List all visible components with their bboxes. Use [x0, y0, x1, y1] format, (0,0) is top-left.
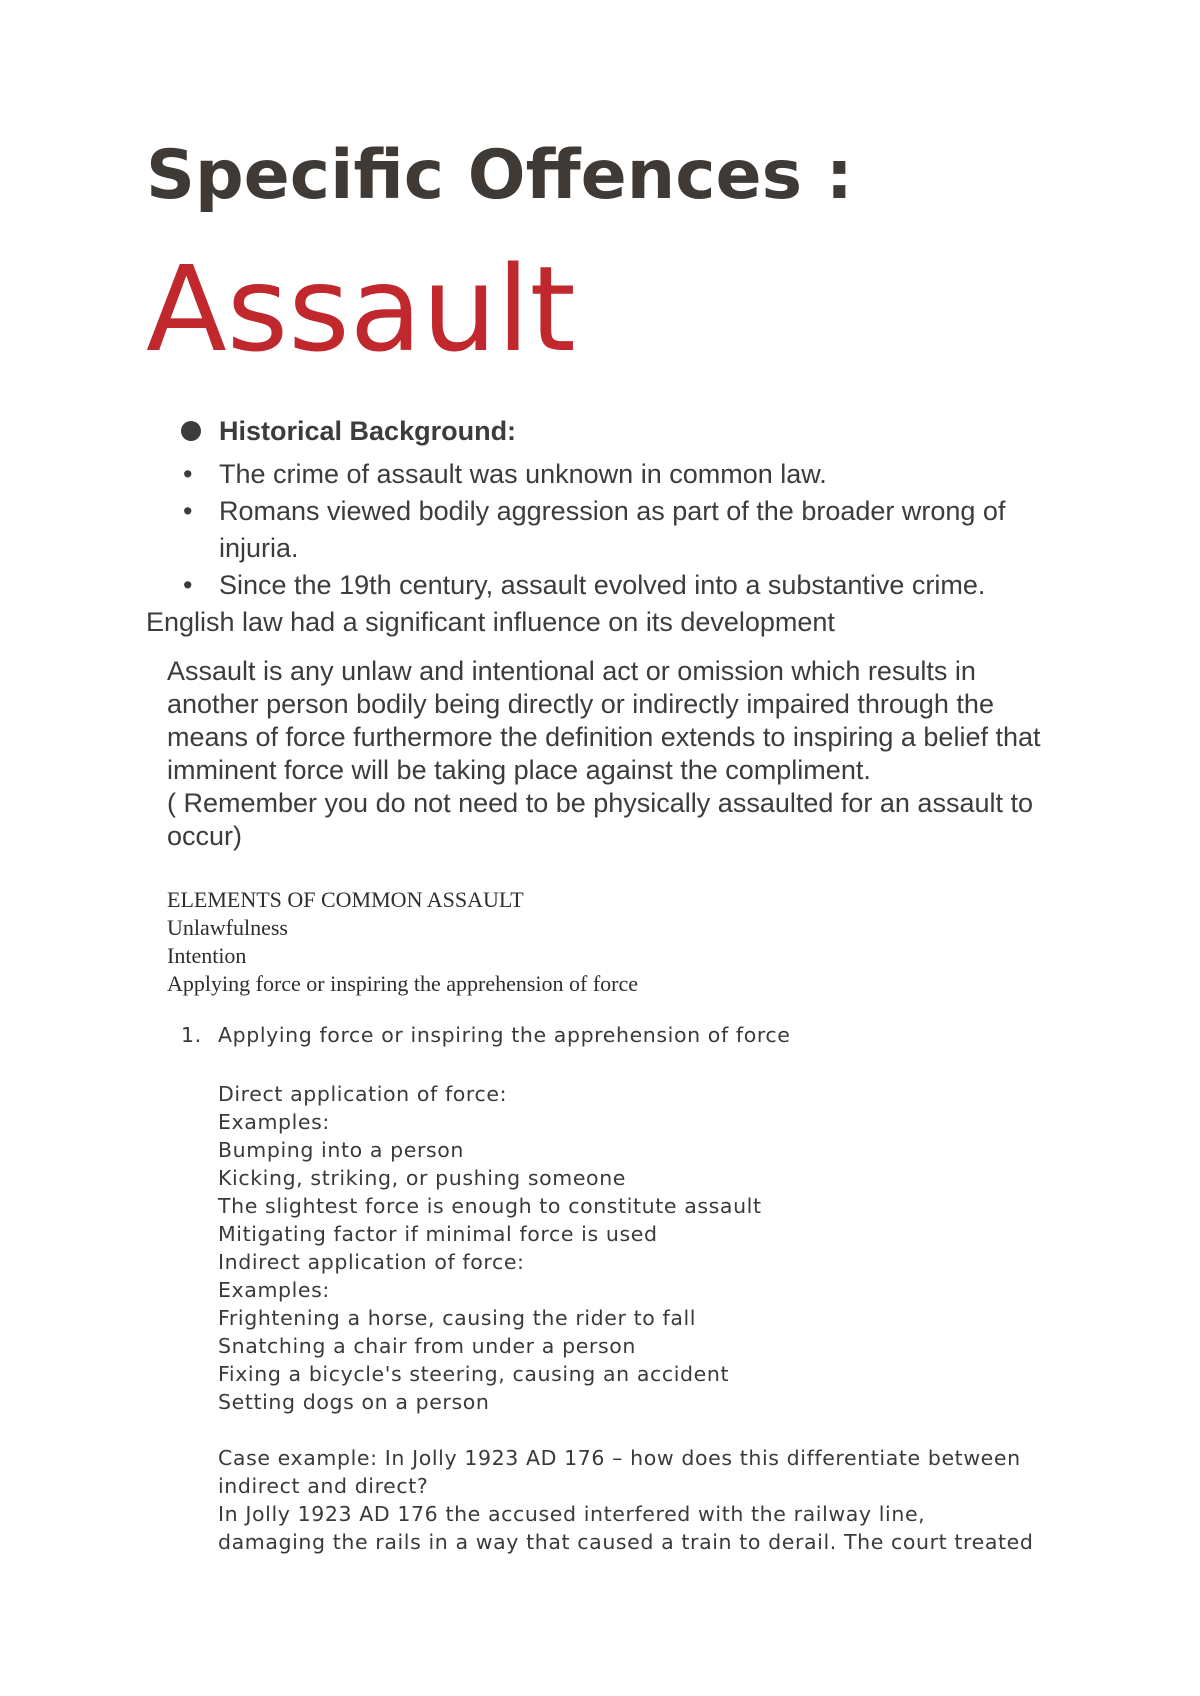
elements-section	[167, 886, 638, 998]
assault-definition	[167, 655, 1067, 853]
list-item	[183, 456, 1083, 493]
case-line: In Jolly 1923 AD 176 the accused interfered with the railway line,	[218, 1502, 926, 1526]
list-item	[183, 567, 1083, 604]
element-item: Applying force or inspiring the apprehension of force	[167, 971, 639, 996]
page-subtitle: Assault	[146, 240, 576, 378]
force-line: Examples:	[218, 1110, 330, 1134]
bullet-icon: •	[183, 570, 193, 600]
list-item-text: The crime of assault was unknown in common law.	[219, 459, 827, 489]
case-line: Case example: In Jolly 1923 AD 176 – how does this differentiate between	[218, 1446, 1021, 1470]
force-line: Direct application of force:	[218, 1082, 508, 1106]
bullet-dot-icon	[181, 421, 201, 441]
definition-text: Assault is any unlaw and intentional act or omission which results in another person bodily being directly or indirectly impaired through the means of force furthermore the definition extends to inspiring a belief that imminent force will be taking place against the compliment.	[167, 656, 1041, 785]
historical-background-label: Historical Background:	[219, 416, 517, 446]
page-title: Specific Offences :	[146, 136, 853, 215]
elements-heading: ELEMENTS OF COMMON ASSAULT	[167, 887, 524, 912]
force-line: Mitigating factor if minimal force is used	[218, 1222, 658, 1246]
force-line: Kicking, striking, or pushing someone	[218, 1166, 626, 1190]
case-line: damaging the rails in a way that caused a train to derail. The court treated	[218, 1530, 1034, 1554]
bullet-icon: •	[183, 496, 193, 526]
force-line: Setting dogs on a person	[218, 1390, 490, 1414]
numbered-heading-text: Applying force or inspiring the apprehension of force	[218, 1023, 791, 1047]
bullet-icon: •	[183, 459, 193, 489]
list-item	[183, 493, 1083, 567]
case-line: indirect and direct?	[218, 1474, 429, 1498]
force-line: Indirect application of force:	[218, 1250, 525, 1274]
english-law-paragraph: English law had a significant influence on its development	[146, 607, 835, 637]
force-line: Snatching a chair from under a person	[218, 1334, 636, 1358]
list-item-text: Since the 19th century, assault evolved into a substantive crime.	[219, 570, 986, 600]
force-line: Fixing a bicycle's steering, causing an accident	[218, 1362, 730, 1386]
definition-note: ( Remember you do not need to be physically assaulted for an assault to occur)	[167, 788, 1033, 851]
list-number: 1.	[181, 1023, 202, 1047]
force-application-list	[218, 1080, 1098, 1416]
historical-background-list	[183, 456, 1083, 604]
force-line: Bumping into a person	[218, 1138, 464, 1162]
force-line: Examples:	[218, 1278, 330, 1302]
force-line: Frightening a horse, causing the rider to fall	[218, 1306, 697, 1330]
case-example	[218, 1444, 1098, 1556]
element-item: Intention	[167, 943, 247, 968]
list-item-text: Romans viewed bodily aggression as part of the broader wrong of injuria.	[219, 496, 1006, 563]
element-item: Unlawfulness	[167, 915, 288, 940]
force-line: The slightest force is enough to constitute assault	[218, 1194, 762, 1218]
